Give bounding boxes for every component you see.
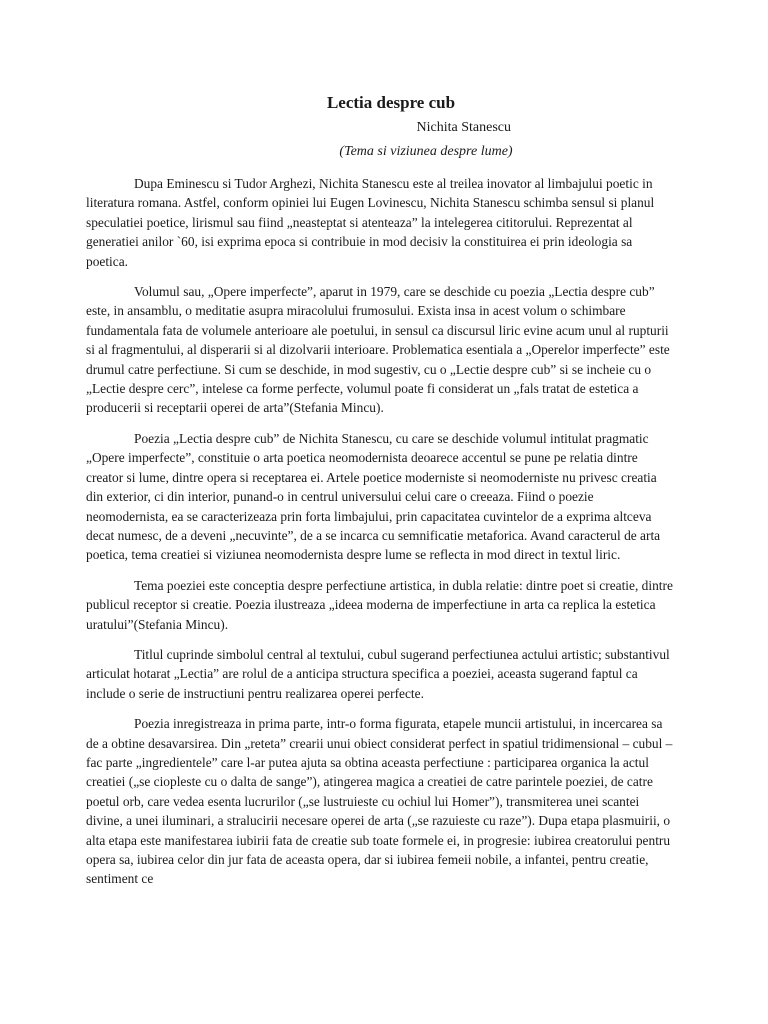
- paragraph-2: Volumul sau, „Opere imperfecte”, aparut in 1979, care se deschide cu poezia „Lectia despre cub” este, in ansamblu, o meditatie asupra miracolului frumosului. Exista insa in acest volum o schimbare fundamentala fata de volumele anterioare ale poetului, in sensul ca discursul liric evine acum unul al rupturii si al fragmentului, al disperarii si al dizolvarii interioare. Problematica esentiala a „Operelor imperfecte” este drumul catre perfectiune. Si cum se deschide, in mod sugestiv, cu o „Lectie despre cub” si se incheie cu o „Lectie despre cerc”, intelese ca forme perfecte, volumul poate fi considerat un „fals tratat de estetica a producerii si receptarii operei de arta”(Stefania Mincu).: [86, 284, 670, 416]
- document-author: Nichita Stanescu: [416, 120, 511, 135]
- paragraph-4: Tema poeziei este conceptia despre perfectiune artistica, in dubla relatie: dintre poet si creatie, dintre publicul receptor si creatie. Poezia ilustreaza „ideea moderna de imperfectiune in arta ca replica la estetica uratului”(Stefania Mincu).: [86, 577, 673, 632]
- paragraph-1: Dupa Eminescu si Tudor Arghezi, Nichita Stanescu este al treilea inovator al limbajului poetic in literatura romana. Astfel, conform opiniei lui Eugen Lovinescu, Nichita Stanescu schimba sensul si planul speculatiei poetice, lirismul sau fiind „neasteptat si atenteaza” la intelegerea cititorului. Reprezentat al generatiei anilor `60, isi exprima epoca si contribuie in mod decisiv la constituirea ei prin ideologia sa poetica.: [86, 176, 655, 269]
- paragraph-3: Poezia „Lectia despre cub” de Nichita Stanescu, cu care se deschide volumul intitulat pragmatic „Opere imperfecte”, constituie o arta poetica neomodernista deoarece accentul se pune pe relatia dintre creator si lume, dintre opera si receptarea ei. Artele poetice moderniste si neomoderniste nu privesc creatia din exterior, ci din interior, punand-o in centrul universului celui care o creeaza. Fiind o poezie neomodernista, ea se caracterizeaza prin forta limbajului, prin capacitatea cuvintelor de a exprima altceva decat numesc, de a deveni „necuvinte”, de a se incarca cu semnificatie metaforica. Avand caracterul de arta poetica, tema creatiei si viziunea neomodernista despre lume se reflecta in mod direct in textul liric.: [86, 430, 661, 563]
- paragraph-5: Titlul cuprinde simbolul central al textului, cubul sugerand perfectiunea actului artistic; substantivul articulat hotarat „Lectia” are rolul de a anticipa structura specifica a poeziei, aceasta sugerand faptul ca include o serie de instructiuni pentru realizarea operei perfecte.: [86, 646, 670, 701]
- document-subtitle: (Tema si viziunea despre lume): [339, 144, 513, 159]
- document-title: Lectia despre cub: [326, 93, 456, 112]
- paragraph-6: Poezia inregistreaza in prima parte, intr-o forma figurata, etapele muncii artistului, in incercarea sa de a obtine desavarsirea. Din „reteta” crearii unui obiect considerat perfect in spatiul tridimensional – cubul – fac parte „ingredientele” care l-ar putea ajuta sa obtina aceasta perfectiune : participarea organica la actul creatiei („se ciopleste cu o dalta de sange”), atingerea magica a creatiei de catre parintele poeziei, de catre poetul orb, care vedea esenta lucrurilor („se lustruieste cu ochiul lui Homer”), transmiterea unei scantei divine, a unei iluminari, a stralucirii necesare operei de arta („se razuieste cu raze”). Dupa etapa plasmuirii, o alta etapa este manifestarea iubirii fata de creatie sub toate formele ei, in progresie: iubirea creatorului pentru opera sa, iubirea celor din jur fata de aceasta opera, dar si iubirea femeii nobile, a infantei, pentru creatie, sentiment ce: [86, 716, 673, 887]
